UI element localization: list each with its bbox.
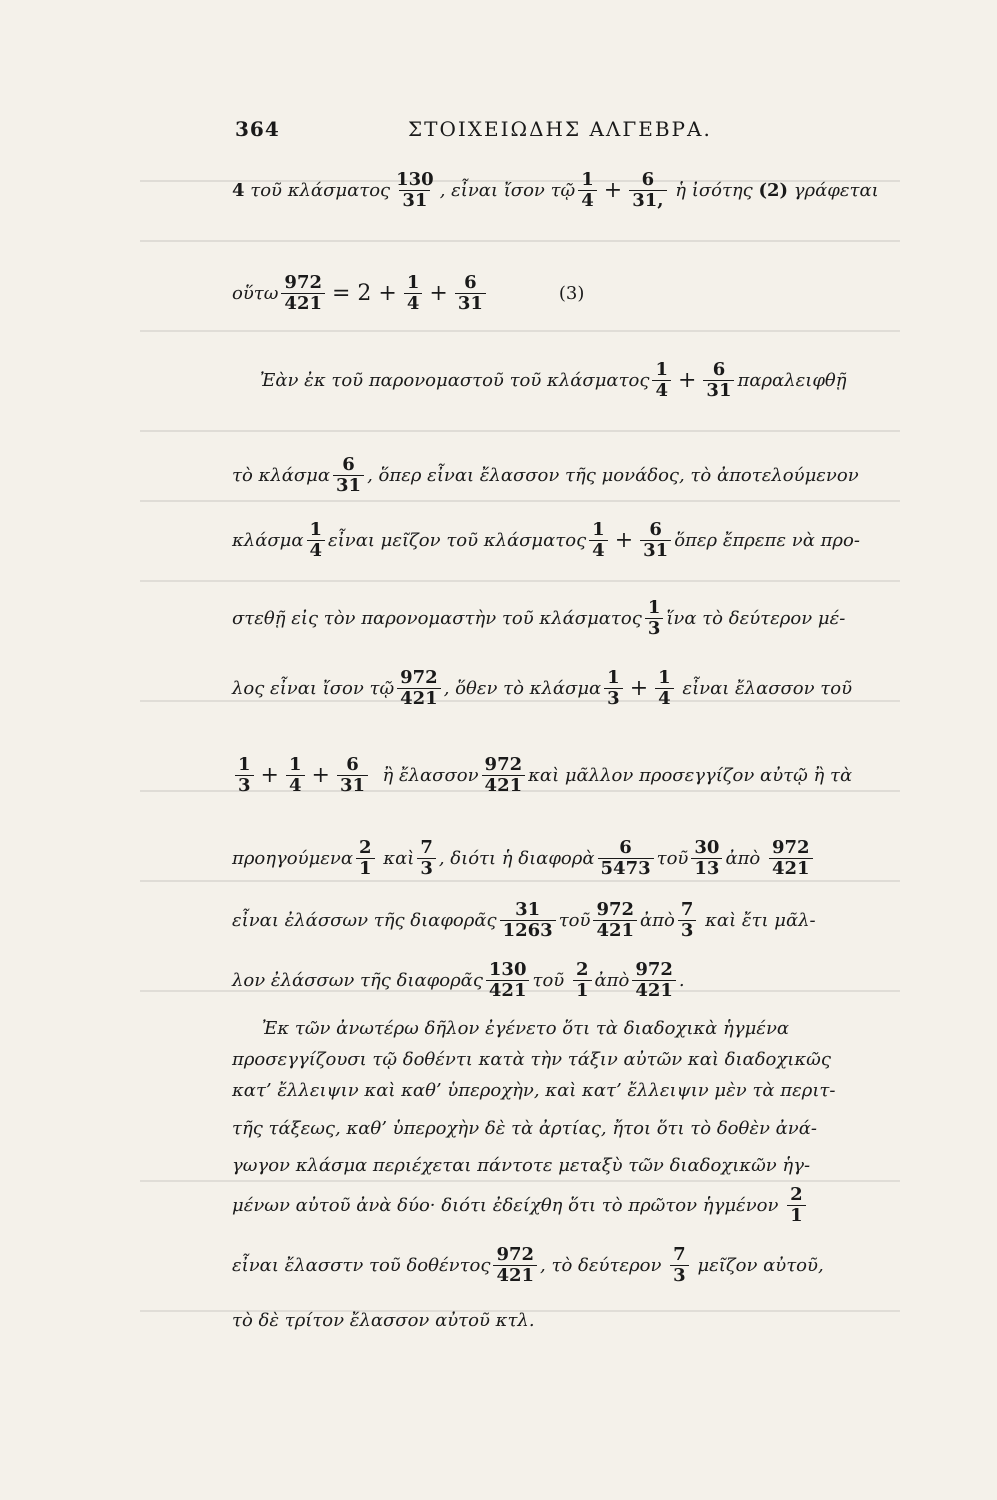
text-line-18 — [232, 1245, 824, 1286]
fraction: $\frac{2}{1}$ — [356, 838, 375, 879]
text: ἢ ἔλασσον — [382, 765, 479, 786]
text-line-11 — [232, 960, 685, 1001]
plus-sign: + — [603, 178, 623, 203]
text: ἀπὸ — [594, 970, 630, 991]
fraction: $\frac{6}{31}$ — [703, 360, 734, 401]
fraction: $\frac{30}{13}$ — [691, 838, 722, 879]
text-line-8 — [232, 755, 852, 796]
plus-sign: + — [614, 528, 634, 553]
text-line-7 — [232, 668, 852, 709]
text-line-19 — [232, 1310, 535, 1331]
fraction: $\frac{1}{4}$ — [578, 170, 597, 211]
fraction: $\frac{7}{3}$ — [670, 1245, 689, 1286]
fraction: $\frac{1}{4}$ — [307, 520, 326, 561]
fraction: $\frac{972}{421}$ — [281, 273, 325, 314]
fraction: $\frac{130}{421}$ — [486, 960, 530, 1001]
text: τοῦ — [558, 910, 591, 931]
text: Ἐὰν ἐκ τοῦ παρονομαστοῦ τοῦ κλάσματος — [260, 370, 650, 391]
text-line-1 — [232, 170, 879, 211]
text: Ἐκ τῶν ἀνωτέρω δῆλον ἐγένετο ὅτι τὰ διαδοχικὰ ἡγμένα — [262, 1018, 790, 1039]
equation-ref: (2) — [758, 180, 789, 201]
text: . — [678, 970, 685, 991]
running-title: ΣΤΟΙΧΕΙΩΔΗΣ ΑΛΓΕΒΡΑ. — [408, 117, 712, 141]
text: τοῦ κλάσματος — [250, 180, 391, 201]
text: ὅπερ ἔπρεπε νὰ προ- — [674, 530, 860, 551]
text: τὸ δὲ τρίτον ἔλασσον αὐτοῦ κτλ. — [232, 1310, 535, 1331]
fraction: $\frac{1}{3}$ — [235, 755, 254, 796]
fraction: $\frac{6}{31}$ — [455, 273, 486, 314]
text: ἡ ἰσότης — [675, 180, 753, 201]
text: προηγούμενα — [232, 848, 354, 869]
text: προσεγγίζουσι τῷ δοθέντι κατὰ τὴν τάξιν αὐτῶν καὶ διαδοχικῶς — [232, 1049, 831, 1070]
page-number: 364 — [235, 117, 280, 141]
fraction: $\frac{2}{1}$ — [787, 1185, 806, 1226]
fraction: $\frac{972}{421}$ — [493, 1245, 537, 1286]
fraction: $\frac{6}{31}$ — [333, 455, 364, 496]
plus-sign: + — [260, 763, 279, 788]
fraction: $\frac{130}{31}$ — [396, 169, 434, 211]
fraction: $\frac{972}{421}$ — [482, 755, 526, 796]
text: εἶναι ἔλασστν τοῦ δοθέντος — [232, 1255, 491, 1276]
text: λον ἐλάσσων τῆς διαφορᾶς — [232, 970, 483, 991]
fraction: $\frac{1}{4}$ — [652, 360, 671, 401]
fraction: $\frac{31}{1263}$ — [500, 900, 556, 941]
running-header — [235, 117, 712, 141]
text: μεῖζον αὐτοῦ, — [697, 1255, 824, 1276]
fraction: $\frac{2}{1}$ — [573, 960, 592, 1001]
text: καὶ ἔτι μᾶλ- — [705, 910, 816, 931]
text: , ὅπερ εἶναι ἔλασσον τῆς μονάδος, τὸ ἀποτελούμενον — [367, 465, 859, 486]
text: οὕτω — [232, 283, 279, 304]
text-line-10 — [232, 900, 816, 941]
text: στεθῇ εἰς τὸν παρονομαστὴν τοῦ κλάσματος — [232, 608, 642, 629]
fraction: $\frac{972}{421}$ — [397, 668, 441, 709]
text-line-15 — [232, 1118, 817, 1139]
fraction: $\frac{1}{4}$ — [404, 273, 423, 314]
text-line-3 — [260, 360, 847, 401]
text: ἵνα τὸ δεύτερον μέ- — [666, 608, 846, 629]
ordinal: 4 — [232, 180, 245, 201]
fraction: $\frac{6}{5473}$ — [598, 838, 654, 879]
text: τοῦ — [656, 848, 689, 869]
fraction: $\frac{1}{3}$ — [604, 668, 623, 709]
fraction: $\frac{7}{3}$ — [417, 838, 436, 879]
plus-sign: + — [629, 676, 649, 701]
text: τὸ κλάσμα — [232, 465, 331, 486]
equation-number: (3) — [558, 283, 585, 304]
text: εἶναι ἐλάσσων τῆς διαφορᾶς — [232, 910, 497, 931]
fraction: $\frac{1}{4}$ — [589, 520, 608, 561]
fraction: $\frac{972}{421}$ — [632, 960, 676, 1001]
text: καὶ μᾶλλον προσεγγίζον αὐτῷ ἢ τὰ — [528, 765, 853, 786]
fraction: $\frac{7}{3}$ — [678, 900, 697, 941]
text-line-17 — [232, 1185, 809, 1226]
fraction: $\frac{1}{4}$ — [655, 668, 674, 709]
text: κατ’ ἔλλειψιν καὶ καθ’ ὑπεροχὴν, καὶ κατ’ ἔλλειψιν μὲν τὰ περιτ- — [232, 1080, 836, 1101]
fraction: $\frac{6}{31,}$ — [629, 170, 666, 211]
text: ἀπὸ — [640, 910, 675, 931]
plus-sign: + — [677, 368, 697, 393]
fraction: $\frac{6}{31}$ — [640, 520, 671, 561]
fraction: $\frac{972}{421}$ — [593, 900, 637, 941]
text-line-4 — [232, 455, 859, 496]
text: εἶναι μεῖζον τοῦ κλάσματος — [328, 530, 587, 551]
text-line-5 — [232, 520, 860, 561]
text: , τὸ δεύτερον — [540, 1255, 662, 1276]
equals-expression: = 2 + — [332, 281, 397, 306]
text: λος εἶναι ἴσον τῷ — [232, 678, 395, 699]
text: τῆς τάξεως, καθ’ ὑπεροχὴν δὲ τὰ ἀρτίας, ἤτοι ὅτι τὸ δοθὲν ἀνά- — [232, 1118, 817, 1139]
text: γράφεται — [793, 180, 879, 201]
fraction: $\frac{1}{3}$ — [645, 598, 664, 639]
text-line-13 — [232, 1049, 831, 1070]
text: καὶ — [383, 848, 415, 869]
fraction: $\frac{6}{31}$ — [337, 755, 368, 796]
text-line-14 — [232, 1080, 835, 1101]
text-line-12 — [262, 1018, 789, 1039]
equation-line-3 — [232, 273, 584, 314]
text: κλάσμα — [232, 530, 304, 551]
text: μένων αὐτοῦ ἀνὰ δύο· διότι ἐδείχθη ὅτι τὸ πρῶτον ἡγμένον — [232, 1195, 779, 1216]
text-line-16 — [232, 1155, 810, 1176]
text: παραλειφθῇ — [737, 370, 847, 391]
text: ἀπὸ — [725, 848, 761, 869]
text-line-6 — [232, 598, 845, 639]
text: γωγον κλάσμα περιέχεται πάντοτε μεταξὺ τῶν διαδοχικῶν ἡγ- — [232, 1155, 811, 1176]
plus-sign: + — [429, 281, 448, 306]
fraction: $\frac{972}{421}$ — [769, 838, 813, 879]
text: , διότι ἡ διαφορὰ — [438, 848, 595, 869]
plus-sign: + — [311, 763, 330, 788]
text: εἶναι ἔλασσον τοῦ — [682, 678, 853, 699]
text: , εἶναι ἴσον τῷ — [439, 180, 576, 201]
text-line-9 — [232, 838, 816, 879]
text: τοῦ — [532, 970, 565, 991]
text: , ὅθεν τὸ κλάσμα — [443, 678, 602, 699]
fraction: $\frac{1}{4}$ — [286, 755, 305, 796]
